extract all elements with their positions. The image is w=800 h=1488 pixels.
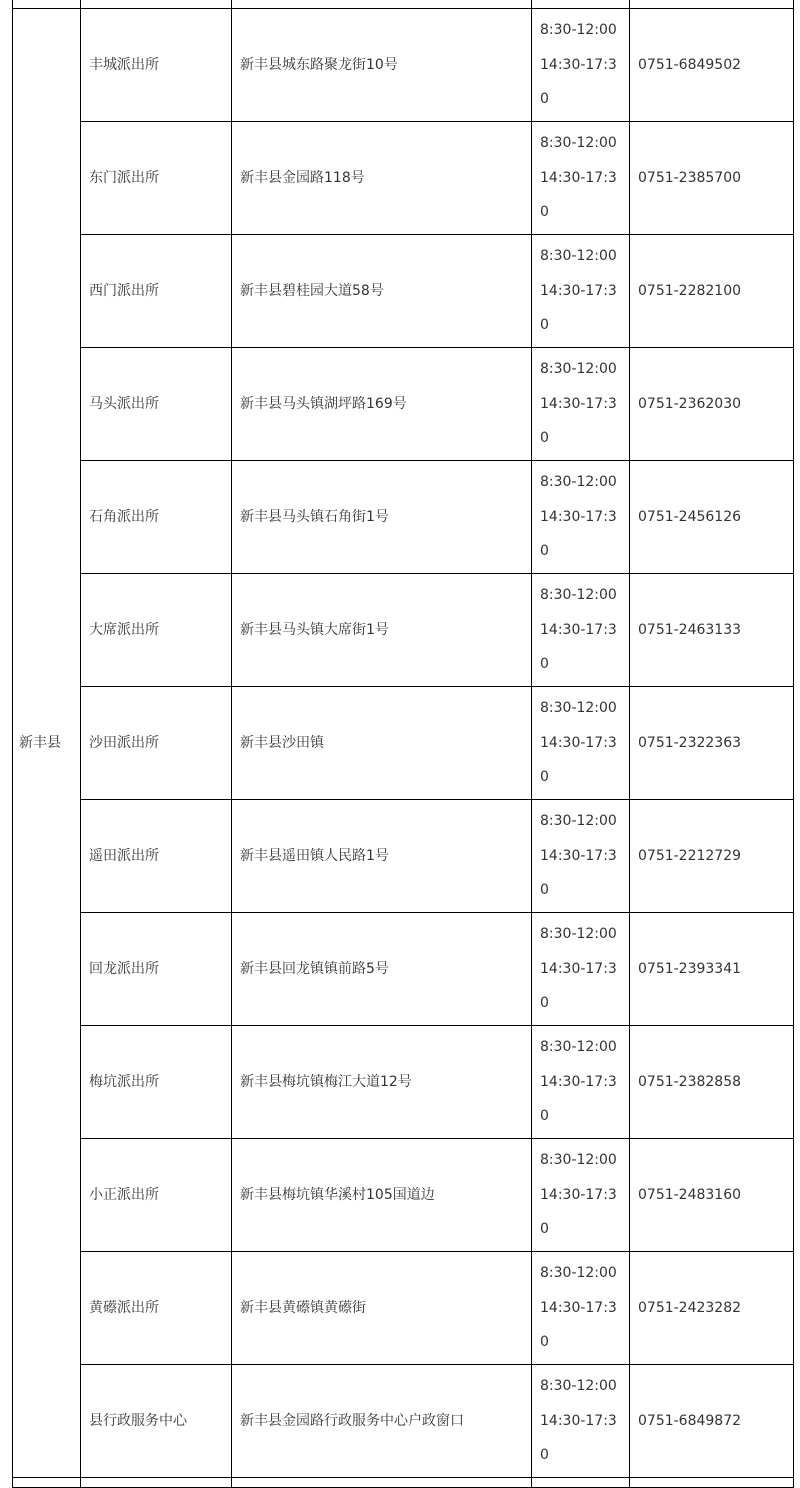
hours-morning: 8:30-12:00 — [540, 248, 617, 265]
station-name-cell: 黄礤派出所 — [81, 1252, 232, 1365]
hours-cell — [532, 461, 630, 574]
hours-morning: 8:30-12:00 — [540, 700, 617, 717]
address-cell: 新丰县黄礤镇黄礤街 — [232, 1252, 532, 1365]
hours-morning: 8:30-12:00 — [540, 22, 617, 39]
hours-afternoon: 14:30-17:30 — [540, 56, 617, 108]
table-row — [13, 1252, 794, 1365]
hours-afternoon: 14:30-17:30 — [540, 1412, 617, 1464]
phone-cell: 0751-2456126 — [630, 461, 794, 574]
phone-cell: 0751-2282100 — [630, 235, 794, 348]
hours-morning: 8:30-12:00 — [540, 1378, 617, 1395]
hours-cell — [532, 348, 630, 461]
phone-cell: 0751-6849872 — [630, 1365, 794, 1478]
address-cell: 新丰县城东路聚龙街10号 — [232, 9, 532, 122]
table-row — [13, 1139, 794, 1252]
table-row-stub-bottom — [13, 1478, 794, 1488]
table-row — [13, 1026, 794, 1139]
table-cell — [81, 0, 232, 9]
hours-afternoon: 14:30-17:30 — [540, 169, 617, 221]
hours-morning: 8:30-12:00 — [540, 1152, 617, 1169]
phone-cell: 0751-2393341 — [630, 913, 794, 1026]
address-cell: 新丰县马头镇湖坪路169号 — [232, 348, 532, 461]
station-name-cell: 马头派出所 — [81, 348, 232, 461]
hours-afternoon: 14:30-17:30 — [540, 395, 617, 447]
table-row — [13, 9, 794, 122]
table-cell — [232, 1478, 532, 1488]
hours-cell — [532, 1139, 630, 1252]
table-cell — [232, 0, 532, 9]
table-row — [13, 800, 794, 913]
address-cell: 新丰县梅坑镇华溪村105国道边 — [232, 1139, 532, 1252]
address-cell: 新丰县马头镇石角街1号 — [232, 461, 532, 574]
hours-morning: 8:30-12:00 — [540, 474, 617, 491]
station-name-cell: 西门派出所 — [81, 235, 232, 348]
station-name-cell: 石角派出所 — [81, 461, 232, 574]
address-cell: 新丰县碧桂园大道58号 — [232, 235, 532, 348]
hours-afternoon: 14:30-17:30 — [540, 508, 617, 560]
address-cell: 新丰县沙田镇 — [232, 687, 532, 800]
hours-morning: 8:30-12:00 — [540, 1265, 617, 1282]
station-name-cell: 遥田派出所 — [81, 800, 232, 913]
hours-cell — [532, 574, 630, 687]
hours-morning: 8:30-12:00 — [540, 361, 617, 378]
hours-afternoon: 14:30-17:30 — [540, 960, 617, 1012]
table-cell — [13, 1478, 81, 1488]
phone-cell: 0751-2385700 — [630, 122, 794, 235]
hours-morning: 8:30-12:00 — [540, 1039, 617, 1056]
station-name-cell: 沙田派出所 — [81, 687, 232, 800]
table-row-stub-top — [13, 0, 794, 9]
address-cell: 新丰县遥田镇人民路1号 — [232, 800, 532, 913]
address-cell: 新丰县金园路118号 — [232, 122, 532, 235]
phone-cell: 0751-2362030 — [630, 348, 794, 461]
address-cell: 新丰县梅坑镇梅江大道12号 — [232, 1026, 532, 1139]
table-cell — [13, 0, 81, 9]
hours-afternoon: 14:30-17:30 — [540, 1299, 617, 1351]
hours-afternoon: 14:30-17:30 — [540, 1186, 617, 1238]
hours-afternoon: 14:30-17:30 — [540, 621, 617, 673]
hours-cell — [532, 235, 630, 348]
station-name-cell: 小正派出所 — [81, 1139, 232, 1252]
table-cell — [532, 0, 630, 9]
address-cell: 新丰县回龙镇镇前路5号 — [232, 913, 532, 1026]
table-cell — [630, 0, 794, 9]
table-cell — [630, 1478, 794, 1488]
hours-cell — [532, 1252, 630, 1365]
table-row — [13, 574, 794, 687]
phone-cell: 0751-2212729 — [630, 800, 794, 913]
hours-cell — [532, 122, 630, 235]
table-row — [13, 348, 794, 461]
table-row — [13, 461, 794, 574]
table-cell — [532, 1478, 630, 1488]
phone-cell: 0751-2463133 — [630, 574, 794, 687]
station-name-cell: 东门派出所 — [81, 122, 232, 235]
address-cell: 新丰县马头镇大席街1号 — [232, 574, 532, 687]
station-name-cell: 梅坑派出所 — [81, 1026, 232, 1139]
station-name-cell: 大席派出所 — [81, 574, 232, 687]
hours-afternoon: 14:30-17:30 — [540, 847, 617, 899]
station-name-cell: 丰城派出所 — [81, 9, 232, 122]
hours-cell — [532, 913, 630, 1026]
hours-morning: 8:30-12:00 — [540, 587, 617, 604]
document-page — [12, 0, 794, 1488]
address-cell: 新丰县金园路行政服务中心户政窗口 — [232, 1365, 532, 1478]
table-row — [13, 913, 794, 1026]
table-row — [13, 235, 794, 348]
phone-cell: 0751-2382858 — [630, 1026, 794, 1139]
hours-afternoon: 14:30-17:30 — [540, 734, 617, 786]
phone-cell: 0751-2423282 — [630, 1252, 794, 1365]
hours-cell — [532, 1365, 630, 1478]
phone-cell: 0751-6849502 — [630, 9, 794, 122]
table-row — [13, 122, 794, 235]
station-name-cell: 回龙派出所 — [81, 913, 232, 1026]
hours-afternoon: 14:30-17:30 — [540, 1073, 617, 1125]
hours-cell — [532, 800, 630, 913]
station-name-cell: 县行政服务中心 — [81, 1365, 232, 1478]
hours-cell — [532, 687, 630, 800]
phone-cell: 0751-2322363 — [630, 687, 794, 800]
table-cell — [81, 1478, 232, 1488]
hours-morning: 8:30-12:00 — [540, 813, 617, 830]
hours-cell — [532, 9, 630, 122]
phone-cell: 0751-2483160 — [630, 1139, 794, 1252]
hours-afternoon: 14:30-17:30 — [540, 282, 617, 334]
hours-morning: 8:30-12:00 — [540, 926, 617, 943]
table-row — [13, 687, 794, 800]
table-row — [13, 1365, 794, 1478]
hours-cell — [532, 1026, 630, 1139]
police-station-table — [12, 0, 794, 1488]
district-cell: 新丰县 — [13, 9, 81, 1478]
hours-morning: 8:30-12:00 — [540, 135, 617, 152]
